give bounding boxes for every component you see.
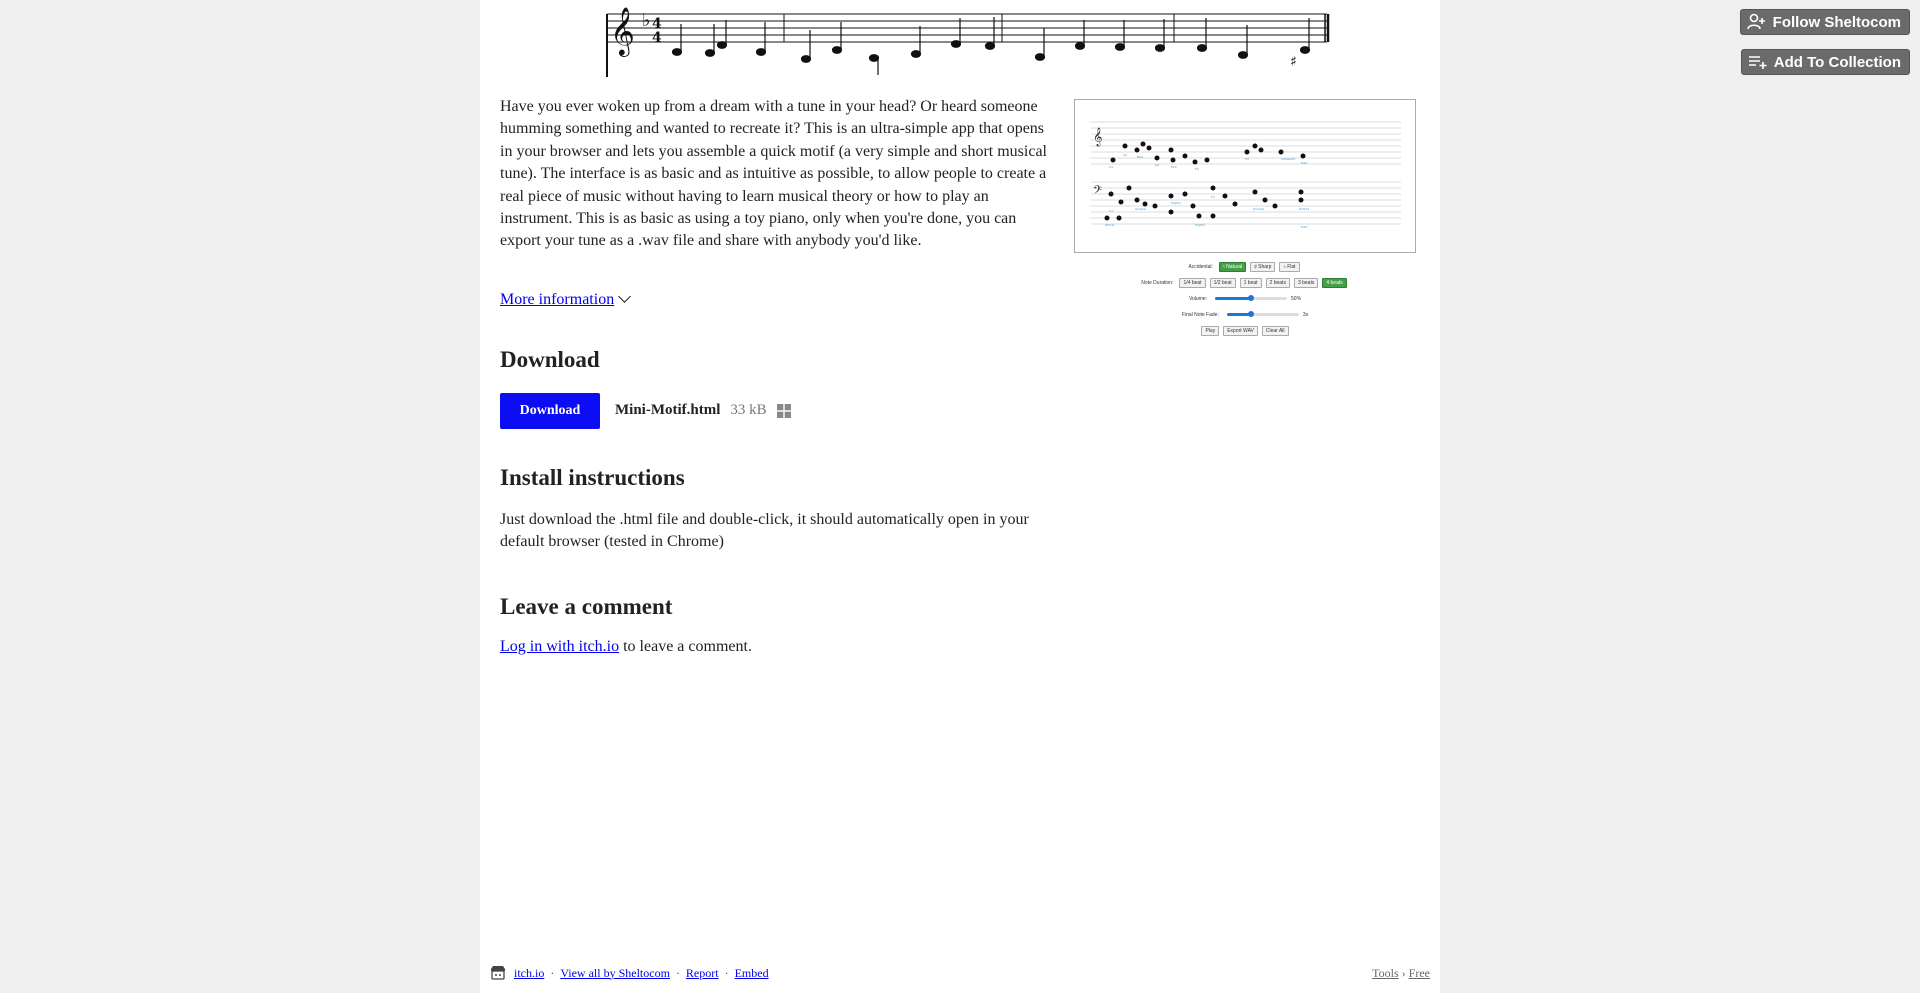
svg-text:𝄞: 𝄞 <box>610 6 635 55</box>
svg-text:E4: E4 <box>1195 167 1199 171</box>
duration-label: Note Duration: <box>1141 279 1174 286</box>
install-heading: Install instructions <box>500 464 685 490</box>
svg-text:F3: F3 <box>1211 195 1215 199</box>
svg-text:𝄞: 𝄞 <box>1093 127 1103 146</box>
svg-text:𝄢: 𝄢 <box>1093 184 1103 200</box>
fade-value: 3s <box>1302 311 1309 318</box>
footer-separator: · <box>550 965 555 980</box>
svg-text:♭: ♭ <box>642 10 651 31</box>
svg-text:Half: Half <box>1301 161 1307 165</box>
fade-row <box>1074 308 1416 321</box>
footer-separator: · <box>724 965 729 980</box>
page-footer <box>490 963 1430 983</box>
app-controls-preview <box>1074 260 1416 340</box>
login-link[interactable]: Log in with itch.io <box>500 637 620 655</box>
svg-text:G4: G4 <box>1155 163 1160 167</box>
comment-heading: Leave a comment <box>500 593 673 619</box>
file-size: 33 kB <box>730 402 767 419</box>
volume-slider <box>1215 297 1287 300</box>
chevron-down-icon <box>618 290 631 303</box>
accidental-sharp: ♯ Sharp <box>1250 262 1275 272</box>
duration-quarter-beat: 1/4 beat <box>1179 278 1205 288</box>
volume-value: 50% <box>1291 295 1302 302</box>
breadcrumb-free[interactable]: Free <box>1408 965 1430 980</box>
action-row <box>1074 324 1416 337</box>
svg-text:Sixteenth: Sixteenth <box>1281 157 1296 161</box>
fade-label: Final Note Fade: <box>1181 311 1219 318</box>
svg-text:A4: A4 <box>1123 153 1127 157</box>
duration-row <box>1074 276 1416 289</box>
download-heading: Download <box>500 346 600 372</box>
login-line <box>500 638 1048 656</box>
app-screenshot[interactable] <box>1074 99 1416 253</box>
add-user-icon <box>1747 13 1767 31</box>
svg-text:Half: Half <box>1301 225 1307 229</box>
windows-icon <box>777 404 791 418</box>
svg-text:Dotted: Dotted <box>1299 207 1310 211</box>
itch-link[interactable]: itch.io <box>514 965 545 980</box>
svg-text:Bb4: Bb4 <box>1137 155 1143 159</box>
footer-separator: · <box>675 965 680 980</box>
breadcrumb <box>1372 966 1430 981</box>
svg-text:Whole: Whole <box>1105 223 1115 227</box>
volume-row <box>1074 292 1416 305</box>
follow-button[interactable] <box>1740 9 1910 35</box>
game-page <box>480 0 1440 993</box>
report-link[interactable]: Report <box>685 965 719 980</box>
file-name: Mini-Motif.html <box>615 402 721 419</box>
accidental-flat: ♭ Flat <box>1279 262 1299 272</box>
duration-1-beat: 1 beat <box>1240 278 1262 288</box>
more-information-link[interactable] <box>500 291 629 309</box>
fade-slider <box>1227 313 1299 316</box>
breadcrumb-separator: › <box>1401 965 1406 980</box>
duration-2-beats: 2 beats <box>1266 278 1290 288</box>
svg-text:Quarter: Quarter <box>1135 207 1147 211</box>
duration-3-beats: 3 beats <box>1294 278 1318 288</box>
svg-text:Eighth: Eighth <box>1195 223 1205 227</box>
breadcrumb-tools[interactable]: Tools <box>1372 965 1399 980</box>
more-information-label: More information <box>500 290 615 308</box>
svg-text:D5: D5 <box>1245 157 1250 161</box>
sheet-music-image <box>592 0 1352 80</box>
duration-half-beat: 1/2 beat <box>1210 278 1236 288</box>
accidental-label: Accidental: <box>1188 263 1213 270</box>
play-button-preview: Play <box>1201 326 1219 336</box>
install-text: Just download the .html file and double-click, it should automatically open in your default browser (tested in Chrome) <box>500 510 1029 551</box>
accidental-natural: ♮ Natural <box>1219 262 1246 272</box>
svg-text:4: 4 <box>652 30 662 46</box>
view-all-link[interactable]: View all by Sheltocom <box>560 965 670 980</box>
game-description: Have you ever woken up from a dream with a tune in your head? Or heard someone humming something and wanted to recreate it? This is an ultra-simple app that opens in your browser and lets you assemble a quick motif (a very simple and short musical tune). The interface is as basic and as intuitive as possible, to allow people to create a real piece of music without having to learn musical theory or how to play an instrument. This is as basic as using a toy piano, only when you're done, you can export your tune as a .wav file and share with anybody you'd like. <box>500 98 1047 250</box>
svg-text:C3: C3 <box>1109 209 1114 213</box>
login-suffix: to leave a comment. <box>619 637 752 655</box>
duration-4-beats: 4 beats <box>1322 278 1346 288</box>
svg-text:Eb4: Eb4 <box>1171 165 1177 169</box>
download-button[interactable]: Download <box>500 393 600 429</box>
add-to-collection-button[interactable] <box>1741 49 1910 75</box>
collection-label: Add To Collection <box>1773 53 1901 71</box>
itch-logo-icon <box>490 966 506 980</box>
playlist-add-icon <box>1748 53 1768 71</box>
download-row <box>500 393 1048 429</box>
follow-label: Follow Sheltocom <box>1772 13 1901 31</box>
svg-text:C4: C4 <box>1109 165 1114 169</box>
svg-text:Quarter: Quarter <box>1253 207 1265 211</box>
svg-text:4: 4 <box>652 16 662 32</box>
volume-label: Volume: <box>1188 295 1208 302</box>
svg-text:♯: ♯ <box>1290 54 1297 70</box>
sheet-music-banner <box>592 0 1352 80</box>
accidental-row <box>1074 260 1416 273</box>
content-column <box>500 96 1048 656</box>
export-wav-button-preview: Export WAV <box>1223 326 1258 336</box>
embed-link[interactable]: Embed <box>734 965 769 980</box>
svg-text:Eighth: Eighth <box>1171 201 1181 205</box>
staff-preview-image <box>1075 100 1415 252</box>
clear-all-button-preview: Clear All <box>1262 326 1289 336</box>
